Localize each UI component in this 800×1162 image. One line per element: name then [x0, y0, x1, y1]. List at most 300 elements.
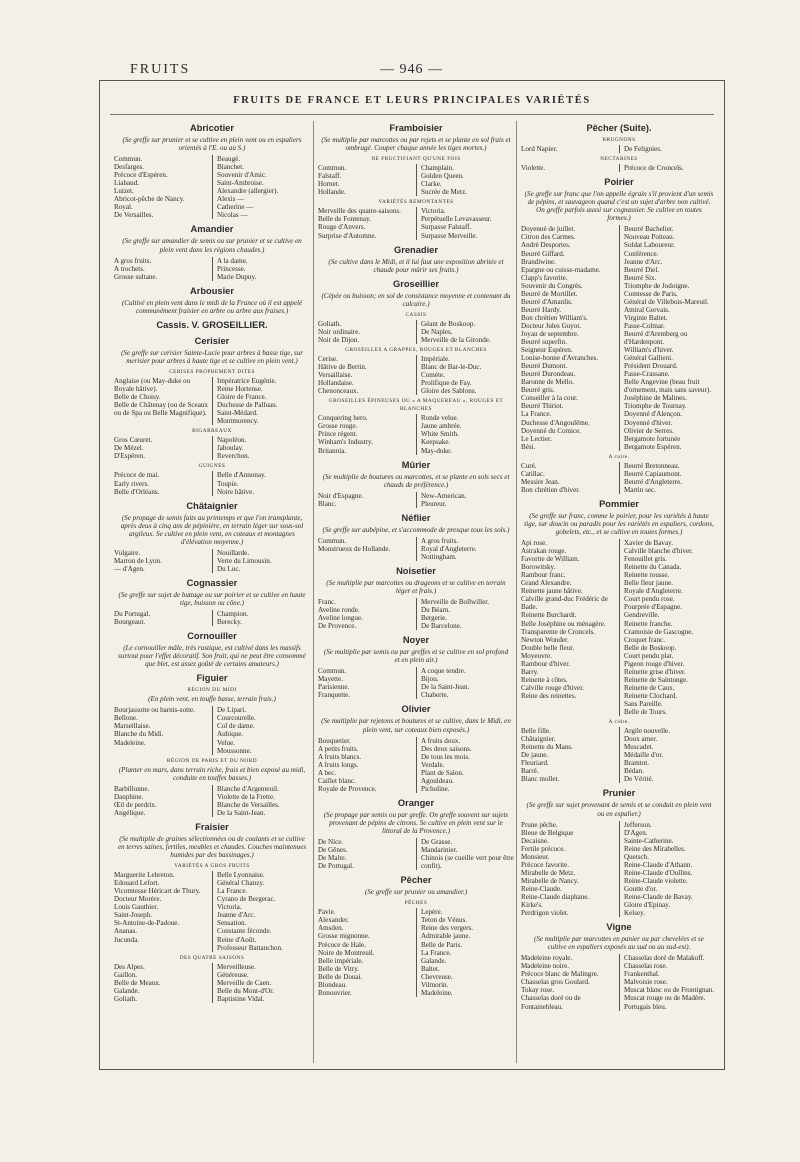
variety-item: Noir d'Espagne.	[318, 491, 364, 500]
variety-item: Commun.	[318, 667, 347, 676]
variety-item: Bijou.	[421, 675, 439, 684]
fruit-name	[114, 631, 310, 642]
variety-item: Mayette.	[318, 675, 344, 684]
variety-item: Grand Alexandre.	[521, 579, 572, 588]
variety-item: Gaillon.	[114, 970, 138, 979]
variety-item: Transparente de Croncels.	[521, 627, 596, 636]
fruit-section	[521, 177, 717, 494]
variety-item: Franquette.	[318, 691, 351, 700]
fruit-name-text: Noyer	[402, 635, 430, 646]
variety-item: Merveille de Bollwiller.	[421, 598, 489, 607]
variety-item: Constante féconde.	[217, 927, 272, 936]
variety-column-left	[521, 145, 619, 153]
variety-item: Liabaud.	[114, 179, 140, 188]
variety-item: Martin sec.	[624, 485, 656, 494]
variety-item: A la dame.	[217, 256, 248, 265]
variety-item: Reine-Claude diaphane.	[521, 892, 590, 901]
variety-item: Passe-Crassane.	[624, 370, 670, 379]
variety-item: Goutte d'or.	[624, 884, 658, 893]
variety-list	[114, 436, 310, 460]
variety-item: Du Béarn.	[421, 606, 451, 615]
variety-item: Rambour franc.	[521, 571, 566, 580]
variety-item: Gloire des Sablons.	[421, 387, 477, 396]
variety-item: Belle d'Annonay.	[217, 471, 266, 480]
variety-item: Mirabelle de Nancy.	[521, 876, 579, 885]
group-title: BIGARREAUX	[192, 428, 232, 435]
variety-column-right	[619, 954, 717, 1010]
group-title: RÉGION DE PARIS ET DU NORD	[166, 757, 258, 764]
variety-item: Xavier de Bavay.	[624, 539, 673, 548]
fruit-name-text: Mûrier	[401, 459, 431, 470]
variety-item: Versaillaise.	[318, 371, 353, 380]
variety-item: Belle de Vitry.	[318, 964, 359, 973]
page-title: FRUITS DE FRANCE ET LEURS PRINCIPALES VARIÉTÉS	[233, 95, 591, 106]
variety-item: Bramtot.	[624, 759, 650, 768]
variety-item: Reinette du Canada.	[624, 563, 682, 572]
variety-item: Royale de Provence.	[318, 784, 377, 793]
variety-item: Des Alpes.	[114, 962, 145, 971]
variety-item: Reinette Clochard.	[624, 691, 678, 700]
variety-item: Nouillarde.	[217, 548, 250, 557]
variety-item: Malvoisie rose.	[624, 978, 668, 987]
variety-item: Muscat blanc ou de Frontignan.	[624, 986, 715, 995]
variety-item: Bon chrétien William's.	[521, 313, 588, 322]
fruit-name	[114, 501, 310, 512]
cultivation-note: (Cultivé en plein vent dans le midi de la France où il est appelé communément fraisier en arbre ou arbre aux fraises.)	[121, 298, 303, 315]
variety-item: Précoce blanc de Malingre.	[521, 970, 599, 979]
variety-column-left	[114, 785, 212, 817]
fruit-section	[114, 673, 310, 817]
variety-item: Moyeuvre.	[521, 651, 552, 660]
variety-item: Barbillonne.	[114, 784, 150, 793]
variety-item: Grosse sultane.	[114, 272, 158, 281]
column-divider	[313, 121, 314, 1063]
variety-item: Aveline ronde.	[318, 606, 360, 615]
cultivation-note: (Se multiplie par marcottes en panier ou par chevelées et se cultive en espaliers exposés au sud ou au sud-est).	[534, 935, 704, 952]
variety-column-right	[416, 667, 514, 699]
variety-item: Caillet blanc.	[318, 776, 356, 785]
fruit-name	[318, 279, 514, 290]
variety-item: Noir ordinaire.	[318, 327, 361, 336]
cultivation-note: (Se multiplie par marcottes ou drageons et se cultive en terrain léger et frais.)	[326, 578, 506, 595]
variety-item: Teton de Vénus.	[421, 916, 468, 925]
cultivation-note: (Cépée ou buisson; en sol de consistance moyenne et contenant du calcaire.)	[321, 291, 511, 308]
variety-column-left	[318, 414, 416, 454]
fruit-section	[114, 336, 310, 496]
variety-item: Prolifique de Fay.	[421, 379, 472, 388]
variety-list	[114, 610, 310, 626]
fruit-name-text: Fraisier	[195, 821, 229, 832]
variety-list	[521, 539, 717, 716]
variety-list	[114, 706, 310, 754]
variety-item: De la Saint-Jean.	[421, 683, 470, 692]
fruit-section	[318, 635, 514, 699]
variety-item: Baptistine Vidal.	[217, 994, 265, 1003]
variety-item: Reinette grise d'hiver.	[624, 667, 686, 676]
variety-item: Chaberte.	[421, 691, 449, 700]
variety-item: Bergamote Espéren.	[624, 442, 682, 451]
fruit-name	[521, 123, 717, 134]
variety-item: La France.	[521, 410, 552, 419]
variety-item: Desfarges.	[114, 163, 145, 172]
variety-item: Madeleine royale.	[521, 954, 573, 963]
variety-item: Belle de Boskoop.	[624, 643, 677, 652]
variety-item: De Lipari.	[217, 706, 247, 715]
cultivation-note: (Se propage de semis faits au printemps et que l'on transplante, après deux à cinq ans de pépinière, en terrain léger sur sous-sol argileux. Se cultive en plein vent, en coteaux et montagnes d'élévation moyenne.)	[120, 513, 304, 546]
variety-item: Sensation.	[217, 919, 247, 928]
group-title: NE FRUCTIFIANT QU'UNE FOIS	[371, 156, 461, 163]
column-2	[318, 121, 514, 1002]
variety-item: Barré.	[521, 767, 539, 776]
fruit-name-text: Arbousier	[190, 285, 234, 296]
variety-item: Argile nouvelle.	[624, 727, 670, 736]
variety-item: Bourgeaut.	[114, 618, 146, 627]
variety-item: Blondeau.	[318, 980, 347, 989]
variety-item: A trochets.	[114, 264, 145, 273]
variety-item: Blanc de Bar-le-Duc.	[421, 363, 482, 372]
variety-item: Belle impériale.	[318, 956, 364, 965]
variety-item: Aveline longue.	[318, 614, 363, 623]
variety-column-right	[212, 549, 310, 573]
variety-column-right	[416, 537, 514, 561]
variety-item: Beurré de Mortillet.	[521, 289, 578, 298]
variety-item: Doyenné d'hiver.	[624, 418, 673, 427]
fruit-name-text: Amandier	[190, 224, 234, 235]
variety-item: Belle de Meaux.	[114, 978, 161, 987]
variety-item: Conférence.	[624, 249, 659, 258]
fruit-name-text: Châtaignier	[186, 500, 238, 511]
variety-item: Belle Angevine (beau fruit d'ornement, mais sans saveur).	[624, 378, 711, 395]
variety-list	[318, 838, 514, 870]
variety-column-right	[212, 155, 310, 219]
fruit-name-text: Poirier	[604, 177, 634, 188]
variety-item: Citron des Carmes.	[521, 233, 576, 242]
variety-item: Rambour d'hiver.	[521, 659, 570, 668]
fruit-section	[318, 245, 514, 274]
variety-list	[318, 492, 514, 508]
variety-column-left	[114, 471, 212, 495]
variety-item: Anglaise (ou May-duke ou Royale hâtive).	[114, 376, 191, 393]
variety-column-right	[619, 539, 717, 716]
variety-list	[318, 908, 514, 997]
variety-item: Beurré d'Aremberg ou d'Hardenpont.	[624, 329, 688, 347]
fruit-name-note: (Suite).	[620, 123, 652, 133]
variety-item: Ronde velue.	[421, 414, 459, 423]
variety-list	[114, 257, 310, 281]
variety-item: La France.	[421, 948, 452, 957]
variety-item: Clapp's favorite.	[521, 273, 568, 282]
variety-item: Surprise d'Automne.	[318, 231, 377, 240]
variety-item: Madeleine.	[114, 738, 146, 747]
variety-item: Saint-Joseph.	[114, 911, 153, 920]
variety-column-left	[114, 610, 212, 626]
variety-item: De jaune.	[521, 751, 549, 760]
variety-column-right	[619, 225, 717, 450]
fruit-section	[318, 123, 514, 240]
variety-item: Nottingham.	[421, 552, 457, 561]
cultivation-note: (Se multiplie de graines sélectionnées ou de coulants et se cultive en terres saines, fertiles, meubles et chaudes. Couches maintenues humides par des bassinages.)	[117, 834, 307, 860]
group-title: GROSEILLES ÉPINEUSES OU « A MAQUEREAU », ROUGES ET BLANCHES	[328, 398, 504, 413]
variety-column-right	[416, 414, 514, 454]
variety-item: Reine d'Août.	[217, 935, 257, 944]
variety-item: New-American.	[421, 491, 467, 500]
fruit-section	[521, 788, 717, 917]
variety-item: Api rose.	[521, 539, 548, 548]
cultivation-note: (Se greffe sur amandier de semis ou sur prunier et se cultive en plein vent dans les régions chaudes.)	[122, 237, 302, 254]
variety-item: Calville grand-duc Frédéric de Bade.	[521, 595, 608, 612]
group-title: DES QUATRE SAISONS	[179, 954, 245, 961]
variety-item: Beurré Capiaumont.	[624, 469, 682, 478]
variety-item: Croquet franc.	[624, 635, 665, 644]
fruit-name	[318, 513, 514, 524]
variety-item: Reinette du Mans.	[521, 743, 573, 752]
variety-item: Le Lectier.	[521, 434, 552, 443]
variety-item: Merveille de Caen.	[217, 978, 272, 987]
cultivation-note: (Se greffe sur cerisier Sainte-Lucie pour arbres à basse tige, sur merisier pour arbres à haute tige et se cultive en plein vent.)	[120, 348, 304, 365]
variety-item: Reinette à côtes.	[521, 675, 568, 684]
variety-item: Louis Gauthier.	[114, 903, 159, 912]
variety-item: Cramoisie de Gascogne.	[624, 627, 694, 636]
fruit-name	[114, 224, 310, 235]
variety-item: Beurré Dumont.	[521, 362, 568, 371]
variety-column-left	[318, 737, 416, 793]
variety-item: Gloire de France.	[217, 393, 267, 402]
variety-item: De Nice.	[318, 838, 344, 847]
variety-item: Belle d'Orléans.	[114, 487, 160, 496]
variety-item: De Felignies.	[624, 145, 662, 154]
variety-column-left	[114, 706, 212, 754]
variety-item: De Vérité.	[624, 775, 654, 784]
variety-item: Généreuse.	[217, 970, 249, 979]
variety-item: De Grasse.	[421, 838, 453, 847]
variety-item: Marguerite Lebreton.	[114, 871, 175, 880]
variety-column-left	[521, 821, 619, 918]
variety-item: Hollandaise.	[318, 379, 354, 388]
variety-item: Champlain.	[421, 164, 454, 173]
variety-item: Seigneur Espéren.	[521, 346, 573, 355]
variety-column-left	[114, 257, 212, 281]
variety-item: Fleuriard.	[521, 759, 549, 768]
fruit-section	[114, 320, 310, 331]
group-title: VARIÉTÉS REMONTANTES	[378, 199, 454, 206]
variety-item: Baronne de Mello.	[521, 378, 574, 387]
variety-item: Calville rouge d'hiver.	[521, 683, 584, 692]
variety-list	[318, 737, 514, 793]
variety-list	[521, 225, 717, 450]
variety-item: Messire Jean.	[521, 477, 560, 486]
fruit-name-text: Figuier	[196, 673, 228, 684]
variety-item: Chasselas doré de Malakoff.	[624, 954, 705, 963]
variety-column-left	[318, 598, 416, 630]
variety-item: Edouard Lefort.	[114, 879, 160, 888]
variety-item: Astrakan rouge.	[521, 547, 567, 556]
fruit-section	[114, 578, 310, 626]
variety-item: Bergerie.	[421, 614, 448, 623]
variety-list	[318, 537, 514, 561]
variety-item: Soldat Laboureur.	[624, 241, 675, 250]
variety-column-right	[619, 462, 717, 494]
variety-list	[521, 164, 717, 172]
variety-column-right	[416, 355, 514, 395]
variety-item: Triomphe de Jodoigne.	[624, 281, 690, 290]
variety-item: Prince régent.	[318, 430, 358, 439]
variety-item: Grosse rouge.	[318, 422, 358, 431]
variety-item: Beurré Diel.	[624, 265, 660, 274]
variety-item: Royal d'Angleterre.	[421, 544, 477, 553]
group-note: (En plein vent, en touffe basse, terrain frais.)	[148, 695, 276, 704]
variety-item: Toupie.	[217, 479, 239, 488]
variety-column-left	[318, 492, 416, 508]
variety-item: Berecky.	[217, 618, 242, 627]
variety-column-left	[318, 355, 416, 395]
variety-item: Olivier de Serres.	[624, 426, 674, 435]
variety-item: Blanche du Midi.	[114, 730, 164, 739]
variety-item: White Smith.	[421, 430, 459, 439]
variety-column-right	[416, 598, 514, 630]
variety-item: Belle de Choisy.	[114, 393, 161, 402]
variety-item: St-Antoine-de-Padoue.	[114, 919, 180, 928]
fruit-section	[318, 513, 514, 561]
variety-item: De Mézel.	[114, 444, 144, 453]
group-title: GROSEILLES A GRAPPES, ROUGES ET BLANCHES	[345, 346, 487, 353]
variety-item: Cyrano de Bergerac.	[217, 895, 276, 904]
variety-item: Velue.	[217, 738, 235, 747]
variety-item: Reinette rousse.	[624, 571, 670, 580]
variety-item: Commun.	[318, 164, 347, 173]
variety-item: Mirabelle de Metz.	[521, 868, 576, 877]
fruit-section	[318, 798, 514, 870]
fruit-name	[114, 673, 310, 684]
fruit-name-text: Néflier	[401, 512, 431, 523]
variety-column-left	[521, 462, 619, 494]
fruit-name	[318, 245, 514, 256]
group-title: VARIÉTÉS A GROS FRUITS	[174, 863, 250, 870]
fruit-name	[114, 286, 310, 297]
variety-item: De Barcelone.	[421, 622, 462, 631]
variety-item: Surpasse Merveille.	[421, 231, 478, 240]
variety-item: Belle Lyonnaise.	[217, 871, 265, 880]
variety-item: Lord Napier.	[521, 145, 558, 154]
variety-item: Œil de perdrix.	[114, 800, 157, 809]
variety-list	[318, 207, 514, 239]
variety-item: William's d'hiver.	[624, 346, 674, 355]
variety-column-right	[212, 471, 310, 495]
running-head	[130, 62, 705, 82]
variety-list	[318, 164, 514, 196]
variety-item: Reine-Claude d'Oullins.	[624, 868, 693, 877]
variety-item: Reine des vergers.	[421, 924, 474, 933]
variety-item: D'Espéren.	[114, 452, 146, 461]
variety-item: Reinette de Saintonge.	[624, 675, 689, 684]
group-note: (Planter en mars, dans terrain riche, frais et bien exposé au midi, conduite en touffes basses.)	[118, 765, 306, 782]
fruit-name	[318, 635, 514, 646]
variety-column-left	[521, 954, 619, 1010]
variety-item: Jeanne d'Arc.	[624, 257, 663, 266]
variety-item: Chasselas rose.	[624, 962, 668, 971]
fruit-section	[114, 822, 310, 1003]
variety-item: Victoria.	[421, 207, 446, 216]
variety-item: Nicolas —	[217, 211, 248, 220]
variety-item: Hollande.	[318, 188, 346, 197]
variety-column-right	[619, 145, 717, 153]
fruit-section	[318, 460, 514, 508]
variety-item: Goliath.	[318, 319, 342, 328]
variety-item: Noir de Dijon.	[318, 335, 360, 344]
variety-item: Belle de Douai.	[318, 972, 363, 981]
variety-item: Général Chanzy.	[217, 879, 265, 888]
variety-item: Calville blanche d'hiver.	[624, 547, 693, 556]
variety-item: Bési.	[521, 442, 536, 451]
variety-item: Court pendu plat.	[624, 651, 674, 660]
variety-column-right	[212, 257, 310, 281]
group-title: CASSIS	[405, 311, 427, 318]
variety-column-right	[212, 610, 310, 626]
variety-item: Jaboulay.	[217, 444, 244, 453]
variety-item: Général Gallieni.	[624, 354, 673, 363]
variety-item: Jeanne d'Arc.	[217, 911, 256, 920]
variety-column-left	[521, 727, 619, 783]
variety-item: Plant de Salon.	[421, 768, 464, 777]
variety-column-left	[114, 436, 212, 460]
variety-column-left	[521, 164, 619, 172]
variety-list	[318, 667, 514, 699]
variety-item: Docteur Morère.	[114, 895, 162, 904]
variety-item: Golden Queen.	[421, 172, 464, 181]
variety-list	[114, 377, 310, 425]
cultivation-note: (Se greffe sur franc, comme le poirier, pour les variétés à haute tige, sur doucin ou paradis pour les variétés en espaliers, cordons, gobelets, etc., et se cultive en toutes formes.)	[524, 511, 714, 537]
variety-item: Beurré Bachelier.	[624, 225, 674, 234]
variety-item: De tous les mois.	[421, 752, 470, 761]
fruit-name-text: Pêcher	[586, 123, 618, 133]
variety-column-right	[416, 908, 514, 997]
variety-item: Merveille de la Gironde.	[421, 335, 491, 344]
variety-item: Précoce de mai.	[114, 471, 160, 480]
variety-item: A gros fruits.	[114, 256, 152, 265]
variety-item: Alexis —	[217, 195, 245, 204]
variety-item: De Portugal.	[318, 862, 354, 871]
variety-item: Fertile précoce.	[521, 844, 566, 853]
variety-item: Louise-bonne d'Avranches.	[521, 354, 599, 363]
variety-column-left	[318, 164, 416, 196]
variety-item: May-duke.	[421, 446, 452, 455]
variety-item: Hornet.	[318, 180, 340, 189]
variety-column-right	[212, 377, 310, 425]
variety-item: Blanche de Versailles.	[217, 800, 280, 809]
variety-item: Reinette jaune hâtive.	[521, 587, 583, 596]
variety-item: Vicomtesse Héricart de Thury.	[114, 887, 201, 896]
variety-item: Grosse mignonne.	[318, 932, 370, 941]
variety-item: Madeleine.	[421, 988, 453, 997]
variety-list	[318, 320, 514, 344]
variety-item: Bellone.	[114, 714, 138, 723]
variety-column-right	[619, 164, 717, 172]
variety-item: Vulgaire.	[114, 548, 141, 557]
variety-item: Jucunda.	[114, 935, 140, 944]
variety-item: Blanchet.	[217, 163, 244, 172]
variety-item: Epargne ou cuisse-madame.	[521, 265, 601, 274]
variety-item: De Gênes.	[318, 846, 348, 855]
variety-item: Fenouillet gris.	[624, 555, 667, 564]
variety-item: Précoce d'Espéren.	[114, 171, 168, 180]
title-rule	[110, 114, 714, 115]
variety-item: Sainte-Catherine.	[624, 836, 674, 845]
variety-item: A fruits longs.	[318, 760, 359, 769]
variety-item: Bleue de Belgique	[521, 828, 574, 837]
fruit-name	[521, 499, 717, 510]
fruit-name	[318, 798, 514, 809]
variety-item: Surpasse Falstaff.	[421, 223, 472, 232]
variety-item: Double belle fleur.	[521, 643, 574, 652]
